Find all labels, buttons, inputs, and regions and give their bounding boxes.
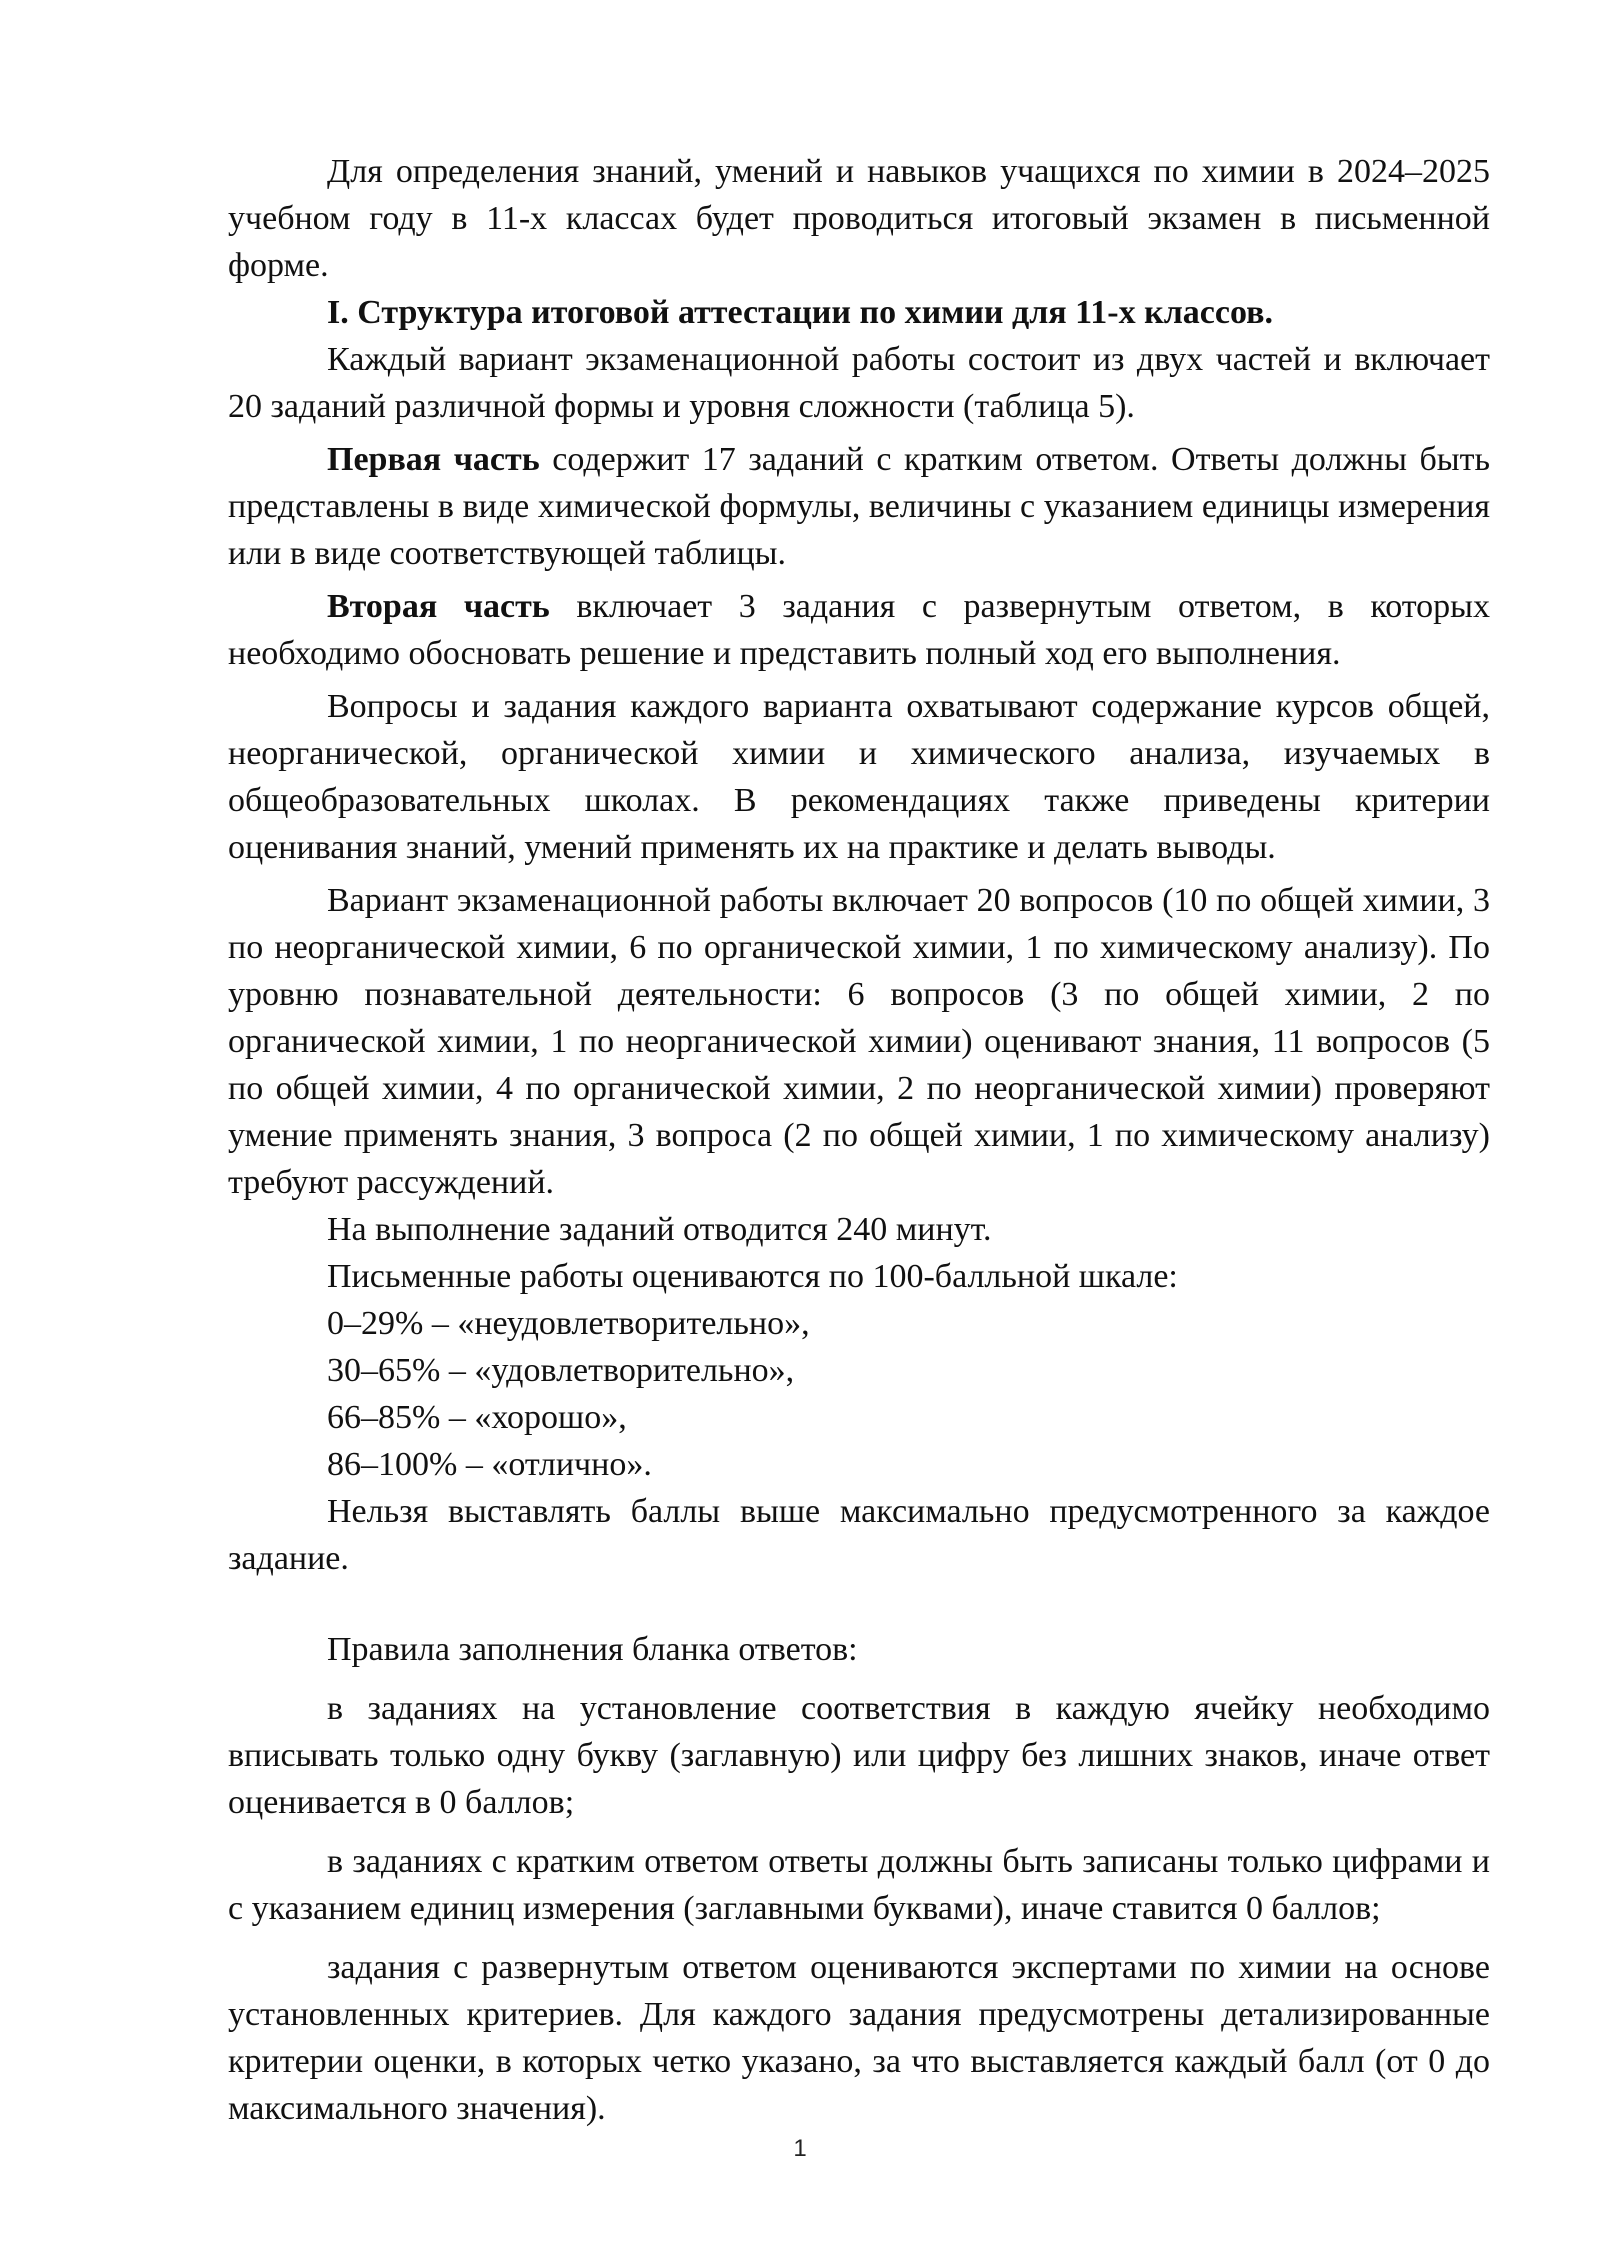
grade-item: 30–65% – «удовлетворительно»,	[327, 1352, 795, 1389]
part2-label: Вторая часть	[327, 588, 550, 625]
scale-intro: Письменные работы оцениваются по 100-балльной шкале:	[327, 1258, 1178, 1295]
page-number: 1	[793, 2135, 807, 2162]
time-paragraph: На выполнение заданий отводится 240 минут.	[327, 1211, 992, 1248]
rule-item: задания с развернутым ответом оцениваются экспертами по химии на основе установленных критериев. Для каждого задания предусмотрены детализированные критерии оценки, в которых четко указано, за что выставляется каждый балл (от 0 до максимального значения).	[228, 1949, 1490, 2127]
distribution-paragraph: Вариант экзаменационной работы включает 20 вопросов (10 по общей химии, 3 по неорганической химии, 6 по органической химии, 1 по химическому анализу). По уровню познавательной деятельности: 6 вопросов (3 по общей химии, 2 по органической химии, 1 по неорганической химии) оценивают знания, 11 вопросов (5 по общей химии, 4 по органической химии, 2 по неорганической химии) проверяют умение применять знания, 3 вопроса (2 по общей химии, 1 по химическому анализу) требуют рассуждений.	[228, 882, 1490, 1201]
grade-item: 86–100% – «отлично».	[327, 1446, 652, 1483]
part1-paragraph	[228, 436, 1490, 577]
coverage-paragraph: Вопросы и задания каждого варианта охватывают содержание курсов общей, неорганической, органической химии и химического анализа, изучаемых в общеобразовательных школах. В рекомендациях также приведены критерии оценивания знаний, умений применять их на практике и делать выводы.	[228, 688, 1490, 866]
section-heading	[228, 289, 1490, 336]
rule-item: в заданиях на установление соответствия в каждую ячейку необходимо вписывать только одну букву (заглавную) или цифру без лишних знаков, иначе ответ оценивается в 0 баллов;	[228, 1690, 1490, 1821]
part2-text: включает 3 задания с развернутым ответом, в которых необходимо обосновать решение и представить полный ход его выполнения.	[228, 588, 1490, 672]
part2-paragraph	[228, 583, 1490, 677]
no-exceed-paragraph: Нельзя выставлять баллы выше максимально предусмотренного за каждое задание.	[228, 1493, 1490, 1577]
part1-text: содержит 17 заданий с кратким ответом. Ответы должны быть представлены в виде химической формулы, величины с указанием единицы измерения или в виде соответствующей таблицы.	[228, 441, 1490, 572]
variant-parts-paragraph: Каждый вариант экзаменационной работы состоит из двух частей и включает 20 заданий различной формы и уровня сложности (таблица 5).	[228, 341, 1490, 425]
part1-label: Первая часть	[327, 441, 540, 478]
section-heading-text: I. Структура итоговой аттестации по химии для 11-х классов.	[327, 294, 1273, 331]
grade-item: 0–29% – «неудовлетворительно»,	[327, 1305, 810, 1342]
rules-title: Правила заполнения бланка ответов:	[327, 1631, 858, 1668]
grade-item: 66–85% – «хорошо»,	[327, 1399, 627, 1436]
intro-paragraph: Для определения знаний, умений и навыков учащихся по химии в 2024–2025 учебном году в 11-х классах будет проводиться итоговый экзамен в письменной форме.	[228, 153, 1490, 284]
rule-item: в заданиях с кратким ответом ответы должны быть записаны только цифрами и с указанием единиц измерения (заглавными буквами), иначе ставится 0 баллов;	[228, 1843, 1490, 1927]
